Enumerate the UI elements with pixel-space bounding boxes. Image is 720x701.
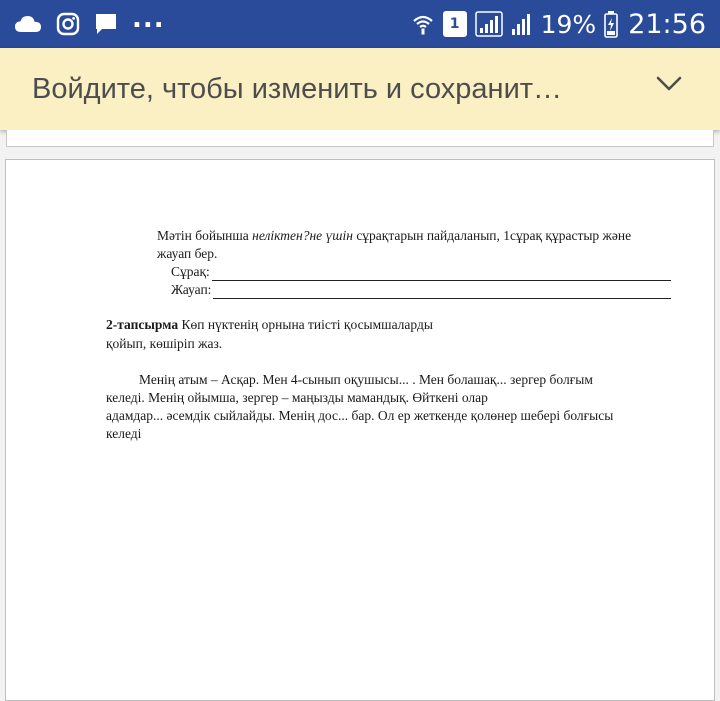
task2-text: Көп нүктенің орнына тиісті қосымшаларды [178, 317, 433, 332]
cloud-icon [14, 14, 42, 34]
task2-text-cont: қойып, көшіріп жаз. [106, 336, 223, 351]
status-bar-notifications [0, 4, 165, 36]
more-notifications-indicator: ... [132, 4, 165, 34]
question-label: Сұрақ: [171, 264, 210, 279]
instruction-italic-text: неліктен?не үшін [252, 228, 353, 243]
instruction-text: Мәтін бойынша [157, 228, 253, 243]
passage-line: адамдар... әсемдік сыйлайды. Менің дос... бар. Ол ер жеткенде қолөнер шебері болғысы [106, 408, 614, 423]
answer-label: Жауап: [171, 282, 212, 297]
passage-line: келеді [106, 426, 142, 441]
task2-heading [106, 316, 498, 334]
battery-percent: 19% [540, 9, 597, 39]
question-blank [212, 266, 671, 281]
instruction-text-cont: сұрақтарын пайдаланып, 1сұрақ құрастыр және [352, 228, 632, 243]
question-instruction [157, 227, 677, 263]
task2-passage [106, 371, 666, 443]
wifi-calling-icon [411, 12, 435, 36]
signal-sim2-icon [511, 11, 533, 37]
message-icon [94, 12, 118, 36]
instruction-line2: жауап бер. [157, 246, 218, 261]
sign-in-banner[interactable] [0, 48, 720, 130]
sign-in-banner-text: Войдите, чтобы изменить и сохранит… [32, 72, 563, 105]
clock: 21:56 [628, 8, 706, 40]
passage-line: келеді. Менің ойымша, зергер – маңызды мамандық. Өйткені олар [106, 390, 488, 405]
signal-sim1-icon [475, 11, 503, 37]
answer-blank [213, 284, 671, 299]
status-bar [0, 0, 720, 48]
chevron-down-icon[interactable] [656, 76, 682, 96]
sim-badge: 1 [443, 11, 467, 37]
instagram-icon [56, 12, 80, 36]
answer-line [171, 281, 671, 299]
status-bar-system [411, 9, 720, 40]
previous-page-bottom [6, 130, 714, 147]
question-line [171, 263, 671, 281]
document-page [5, 159, 715, 701]
task2-number: 2-тапсырма [106, 317, 179, 332]
battery-charging-icon [604, 10, 618, 38]
passage-line: Менің атым – Асқар. Мен 4-сынып оқушысы... . Мен болашақ... зергер болғым [139, 372, 593, 387]
